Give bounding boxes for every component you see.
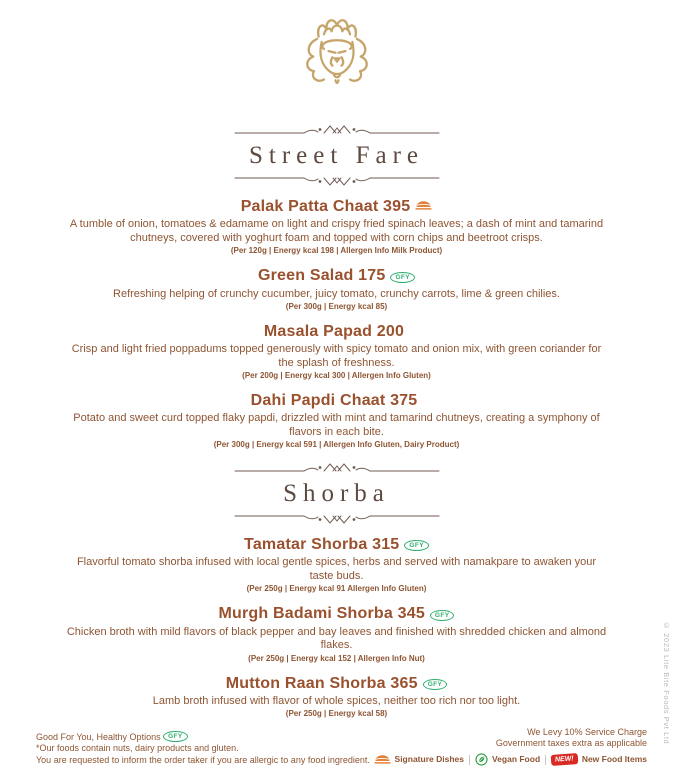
item-title-row bbox=[0, 322, 673, 341]
item-nutrition-info: (Per 120g | Energy kcal 198 | Allergen Info Milk Product) bbox=[230, 246, 443, 256]
legend-label: New Food Items bbox=[581, 754, 647, 764]
section-items bbox=[0, 197, 673, 450]
legend-entry bbox=[475, 753, 540, 766]
item-description: A tumble of onion, tomatoes & edamame on light and crispy fried spinach leaves; a dash of mint and tamarind chutneys, covered with yoghurt foam and topped with corn chips and beetroot crisps. bbox=[69, 218, 604, 244]
gfy-badge: GFY bbox=[423, 679, 448, 690]
gfy-badge: GFY bbox=[430, 610, 455, 621]
item-nutrition-info: (Per 300g | Energy kcal 591 | Allergen Info Gluten, Dairy Product) bbox=[213, 440, 460, 450]
item-title-row bbox=[0, 604, 673, 623]
new-badge: NEW! bbox=[551, 753, 578, 766]
item-title: Dahi Papdi Chaat 375 bbox=[250, 392, 418, 410]
item-title: Murgh Badami Shorba 345 bbox=[218, 605, 425, 623]
item-nutrition-info: (Per 250g | Energy kcal 152 | Allergen Info Nut) bbox=[248, 653, 425, 663]
item-title-row bbox=[0, 535, 673, 554]
section-header bbox=[0, 460, 673, 527]
legend-separator bbox=[469, 755, 470, 765]
item-nutrition-info: (Per 200g | Energy kcal 300 | Allergen Info Gluten) bbox=[242, 371, 431, 381]
item-title: Masala Papad 200 bbox=[263, 323, 405, 341]
item-description: Potato and sweet curd topped flaky papdi, drizzled with mint and tamarind chutneys, creating a symphony of flavors in each bite. bbox=[73, 412, 600, 438]
legend-label: Vegan Food bbox=[491, 754, 541, 764]
item-title: Mutton Raan Shorba 365 bbox=[225, 674, 418, 692]
item-description: Lamb broth infused with flavor of whole spices, neither too rich nor too light. bbox=[152, 694, 521, 707]
footer-note-text: *Our foods contain nuts, dairy products and gluten. bbox=[36, 743, 239, 753]
item-badge-slot bbox=[430, 605, 455, 624]
item-title: Green Salad 175 bbox=[257, 267, 386, 285]
menu-section-street-fare bbox=[0, 122, 673, 450]
legend-separator bbox=[545, 755, 546, 765]
footer-note-line bbox=[36, 755, 370, 767]
section-title: Street Fare bbox=[249, 142, 424, 169]
item-title-row bbox=[0, 674, 673, 693]
item-nutrition-info: (Per 250g | Energy kcal 58) bbox=[285, 709, 388, 719]
footer-note-line bbox=[36, 743, 370, 755]
menu-item bbox=[0, 322, 673, 381]
item-description: Crisp and light fried poppadums topped generously with spicy tomato and onion mix, with green coriander for the splash of freshness. bbox=[71, 343, 602, 369]
gfy-badge: GFY bbox=[390, 272, 415, 283]
item-badge-slot bbox=[404, 535, 429, 554]
ornament-divider-top bbox=[232, 460, 442, 475]
copyright-vertical: © 2023 Lite Bite Foods Pvt Ltd bbox=[662, 620, 671, 744]
footer-service-line: We Levy 10% Service Charge bbox=[527, 727, 647, 737]
item-description: Chicken broth with mild flavors of black pepper and bay leaves and finished with shredded chicken and almond flakes. bbox=[66, 625, 607, 652]
menu-item bbox=[0, 197, 673, 256]
item-badge-slot bbox=[390, 267, 415, 286]
footer-note-line bbox=[36, 731, 370, 744]
menu-section-shorba bbox=[0, 460, 673, 719]
item-title-row bbox=[0, 391, 673, 410]
menu-item bbox=[0, 266, 673, 312]
footer-note-text: You are requested to inform the order taker if you are allergic to any food ingredient. bbox=[36, 754, 370, 765]
section-header bbox=[0, 122, 673, 189]
vegan-icon bbox=[475, 753, 488, 766]
legend-entry bbox=[374, 754, 464, 765]
signature-dish-icon bbox=[374, 754, 391, 765]
item-description: Refreshing helping of crunchy cucumber, juicy tomato, crunchy carrots, lime & green chilies. bbox=[113, 287, 560, 300]
section-items bbox=[0, 535, 673, 719]
footer-note-text: Good For You, Healthy Options bbox=[36, 731, 161, 742]
item-title: Tamatar Shorba 315 bbox=[244, 536, 400, 554]
menu-item bbox=[0, 604, 673, 663]
footer-service-line: Government taxes extra as applicable bbox=[495, 738, 647, 748]
ornament-divider-bottom bbox=[232, 174, 442, 189]
gfy-badge: GFY bbox=[404, 540, 429, 551]
menu-footer bbox=[36, 727, 647, 766]
menu-item bbox=[0, 674, 673, 720]
section-title: Shorba bbox=[283, 480, 390, 508]
footer-service-lines bbox=[374, 727, 647, 749]
item-nutrition-info: (Per 250g | Energy kcal 91 Allergen Info Gluten) bbox=[246, 584, 427, 594]
menu-item bbox=[0, 391, 673, 450]
footer-legend bbox=[374, 753, 647, 766]
legend-entry bbox=[551, 754, 647, 765]
item-title-row bbox=[0, 197, 673, 216]
item-description: Flavorful tomato shorba infused with local gentle spices, herbs and served with namakpare to awaken your taste buds. bbox=[76, 556, 597, 582]
signature-dish-icon bbox=[415, 200, 432, 211]
item-badge-slot bbox=[423, 674, 448, 693]
item-nutrition-info: (Per 300g | Energy kcal 85) bbox=[285, 302, 388, 312]
footer-service bbox=[374, 727, 647, 766]
ornament-divider-bottom bbox=[232, 512, 442, 527]
ornament-divider-top bbox=[232, 122, 442, 137]
menu-item bbox=[0, 535, 673, 594]
legend-label: Signature Dishes bbox=[394, 754, 464, 764]
item-title: Palak Patta Chaat 395 bbox=[240, 198, 411, 215]
gfy-badge: GFY bbox=[163, 731, 188, 742]
menu-sections bbox=[0, 122, 673, 719]
footer-notes bbox=[36, 731, 370, 767]
item-badge-slot bbox=[415, 197, 432, 216]
logo-header bbox=[0, 0, 673, 98]
item-title-row bbox=[0, 266, 673, 285]
lion-logo bbox=[291, 12, 383, 98]
